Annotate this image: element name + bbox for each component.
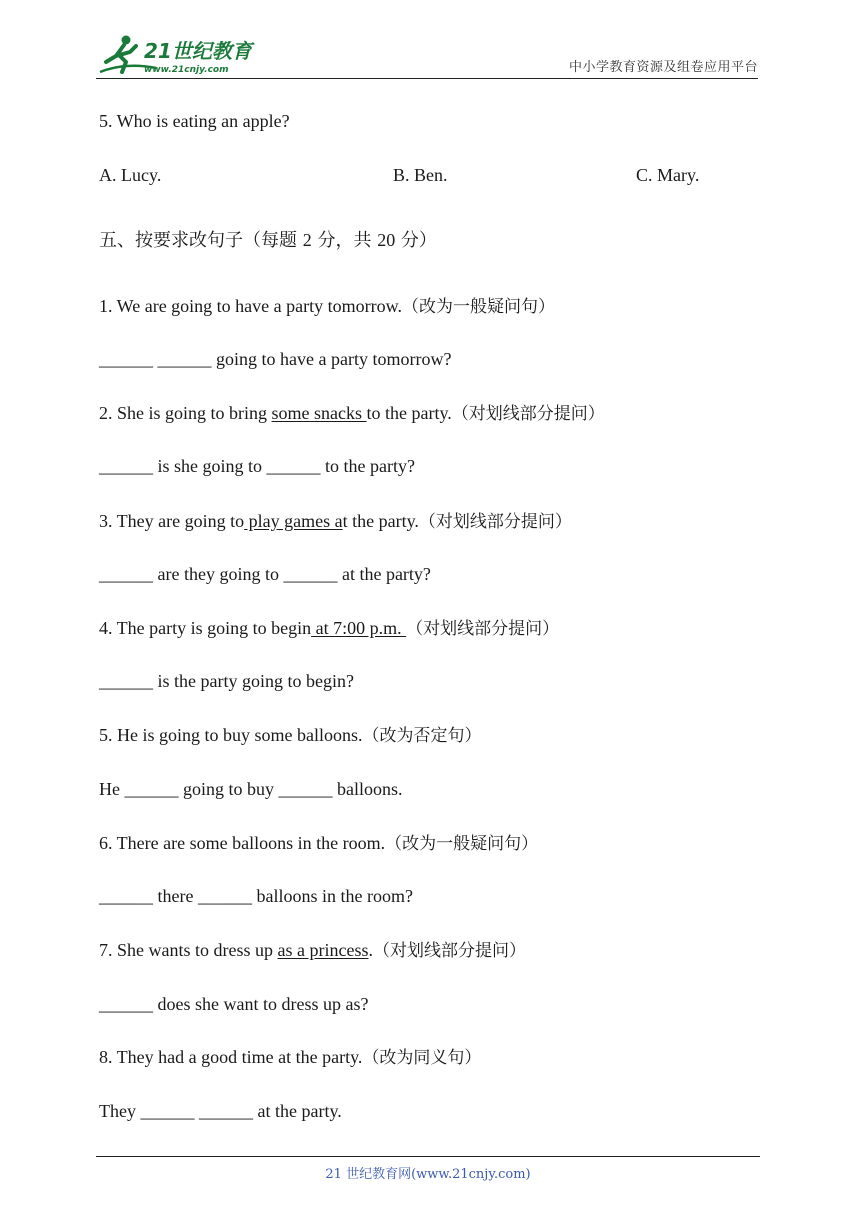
- rewrite-question-1: 1. We are going to have a party tomorrow.（改为一般疑问句）: [99, 296, 555, 317]
- listening-question-5: 5. Who is eating an apple?: [99, 111, 290, 131]
- logo: [96, 32, 266, 76]
- option-a: A. Lucy.: [99, 165, 162, 185]
- rewrite-question-8: 8. They had a good time at the party.（改为同义句）: [99, 1047, 482, 1068]
- rewrite-question-5: 5. He is going to buy some balloons.（改为否定句）: [99, 725, 482, 746]
- answer-line-8: They ______ ______ at the party.: [99, 1101, 342, 1121]
- svg-text:21世纪教育: 21世纪教育: [144, 39, 252, 63]
- rewrite-question-6: 6. There are some balloons in the room.（改为一般疑问句）: [99, 833, 539, 854]
- rewrite-question-2: 2. She is going to bring some snacks to the party.（对划线部分提问）: [99, 403, 605, 424]
- answer-line-2: ______ is she going to ______ to the party?: [99, 456, 415, 476]
- answer-line-7: ______ does she want to dress up as?: [99, 994, 369, 1014]
- answer-line-4: ______ is the party going to begin?: [99, 671, 354, 691]
- option-c: C. Mary.: [636, 165, 700, 185]
- answer-line-1: ______ ______ going to have a party tomorrow?: [99, 349, 452, 369]
- rewrite-question-3: 3. They are going to play games at the party.（对划线部分提问）: [99, 511, 572, 532]
- rewrite-question-4: 4. The party is going to begin at 7:00 p.m. （对划线部分提问）: [99, 618, 560, 639]
- page-footer: [96, 1156, 760, 1182]
- header-platform-text: 中小学教育资源及组卷应用平台: [568, 60, 758, 75]
- runner-logo-icon: [96, 32, 266, 76]
- answer-line-5: He ______ going to buy ______ balloons.: [99, 779, 403, 799]
- svg-text:www.21cnjy.com: www.21cnjy.com: [144, 65, 229, 75]
- section-title: 五、按要求改句子（每题 2 分，共 20 分）: [99, 230, 437, 251]
- page-header: [96, 30, 758, 79]
- option-b: B. Ben.: [393, 165, 448, 185]
- footer-site-text: 21 世纪教育网(www.21cnjy.com): [325, 1167, 531, 1182]
- answer-line-6: ______ there ______ balloons in the room?: [99, 886, 413, 906]
- answer-line-3: ______ are they going to ______ at the party?: [99, 564, 431, 584]
- rewrite-question-7: 7. She wants to dress up as a princess.（对划线部分提问）: [99, 940, 526, 961]
